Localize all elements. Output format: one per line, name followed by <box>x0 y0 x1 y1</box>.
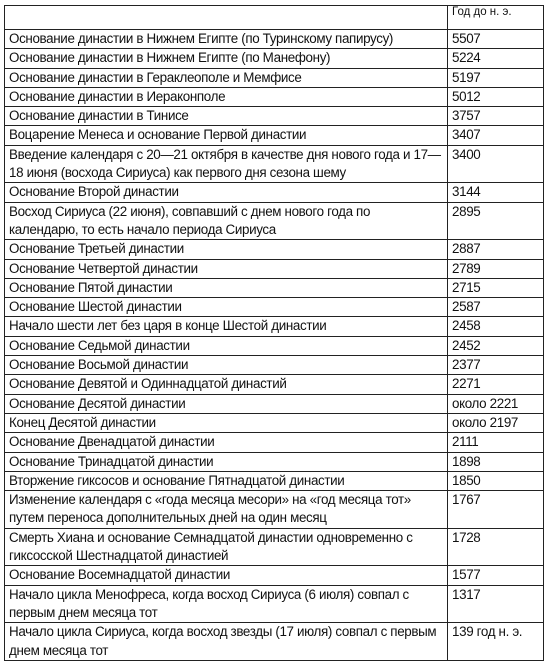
event-cell: Основание Восемнадцатой династии <box>5 566 448 585</box>
event-cell: Основание Двенадцатой династии <box>5 433 448 452</box>
table-row <box>5 183 544 202</box>
table-row <box>5 375 544 394</box>
year-cell: 1767 <box>448 491 544 529</box>
event-cell: Основание династии в Нижнем Египте (по Туринскому папирусу) <box>5 30 448 49</box>
year-cell: 1898 <box>448 452 544 471</box>
event-cell: Введение календаря с 20—21 октября в качестве дня нового года и 17—18 июня (восхода Сириуса) как первого дня сезона шему <box>5 145 448 183</box>
year-cell: 2587 <box>448 298 544 317</box>
table-row <box>5 202 544 240</box>
event-cell: Основание Тринадцатой династии <box>5 452 448 471</box>
table-row <box>5 49 544 68</box>
table-header-row <box>5 6 544 30</box>
event-cell: Основание династии в Иераконполе <box>5 87 448 106</box>
event-cell: Конец Десятой династии <box>5 413 448 432</box>
table-row <box>5 126 544 145</box>
table-row <box>5 433 544 452</box>
event-cell: Начало цикла Сириуса, когда восход звезды (17 июля) совпал с первым днем месяца тот <box>5 623 448 661</box>
event-cell: Основание династии в Тинисе <box>5 107 448 126</box>
event-cell: Основание Шестой династии <box>5 298 448 317</box>
table-row <box>5 240 544 259</box>
event-cell: Основание Седьмой династии <box>5 336 448 355</box>
event-cell: Изменение календаря с «года месяца месори» на «год месяца тот» путем переноса дополнительных дней на один месяц <box>5 491 448 529</box>
event-cell: Начало шести лет без царя в конце Шестой династии <box>5 317 448 336</box>
table-row <box>5 278 544 297</box>
event-cell: Восход Сириуса (22 июня), совпавший с днем нового года по календарю, то есть начало периода Сириуса <box>5 202 448 240</box>
table-row <box>5 528 544 566</box>
year-cell: 2377 <box>448 356 544 375</box>
year-cell: 3757 <box>448 107 544 126</box>
table-row <box>5 259 544 278</box>
event-cell: Основание Восьмой династии <box>5 356 448 375</box>
chronology-table-body <box>5 30 544 661</box>
table-row <box>5 107 544 126</box>
year-cell: 2789 <box>448 259 544 278</box>
year-cell: 1850 <box>448 471 544 490</box>
year-cell: 5224 <box>448 49 544 68</box>
year-cell: 2715 <box>448 278 544 297</box>
table-row <box>5 491 544 529</box>
table-row <box>5 394 544 413</box>
year-cell: 3144 <box>448 183 544 202</box>
event-cell: Основание Пятой династии <box>5 278 448 297</box>
year-cell: 5012 <box>448 87 544 106</box>
chronology-table <box>4 5 544 661</box>
event-cell: Воцарение Менеса и основание Первой династии <box>5 126 448 145</box>
table-row <box>5 317 544 336</box>
year-cell: 5197 <box>448 68 544 87</box>
year-cell: 2887 <box>448 240 544 259</box>
table-row <box>5 623 544 661</box>
event-cell: Основание династии в Гераклеополе и Мемфисе <box>5 68 448 87</box>
event-cell: Вторжение гиксосов и основание Пятнадцатой династии <box>5 471 448 490</box>
year-cell: 2458 <box>448 317 544 336</box>
event-column-header <box>5 6 448 30</box>
event-cell: Начало цикла Менофреса, когда восход Сириуса (6 июля) совпал с первым днем месяца тот <box>5 585 448 623</box>
year-cell: 139 год н. э. <box>448 623 544 661</box>
event-cell: Основание Десятой династии <box>5 394 448 413</box>
table-row <box>5 413 544 432</box>
table-row <box>5 336 544 355</box>
year-cell: 3400 <box>448 145 544 183</box>
table-row <box>5 356 544 375</box>
year-cell: 1577 <box>448 566 544 585</box>
year-cell: 2452 <box>448 336 544 355</box>
table-row <box>5 452 544 471</box>
event-cell: Смерть Хиана и основание Семнадцатой династии одновременно с гиксосской Шестнадцатой династией <box>5 528 448 566</box>
year-cell: около 2221 <box>448 394 544 413</box>
year-cell: 2271 <box>448 375 544 394</box>
table-row <box>5 68 544 87</box>
year-cell: 1728 <box>448 528 544 566</box>
table-row <box>5 30 544 49</box>
table-row <box>5 566 544 585</box>
table-row <box>5 471 544 490</box>
year-cell: около 2197 <box>448 413 544 432</box>
year-cell: 3407 <box>448 126 544 145</box>
event-cell: Основание Четвертой династии <box>5 259 448 278</box>
year-cell: 1317 <box>448 585 544 623</box>
table-row <box>5 585 544 623</box>
table-row <box>5 145 544 183</box>
event-cell: Основание Второй династии <box>5 183 448 202</box>
event-cell: Основание Третьей династии <box>5 240 448 259</box>
year-cell: 5507 <box>448 30 544 49</box>
year-cell: 2111 <box>448 433 544 452</box>
year-column-header: Год до н. э. <box>448 6 544 30</box>
table-row <box>5 87 544 106</box>
year-cell: 2895 <box>448 202 544 240</box>
event-cell: Основание династии в Нижнем Египте (по Манефону) <box>5 49 448 68</box>
table-row <box>5 298 544 317</box>
event-cell: Основание Девятой и Одиннадцатой династий <box>5 375 448 394</box>
